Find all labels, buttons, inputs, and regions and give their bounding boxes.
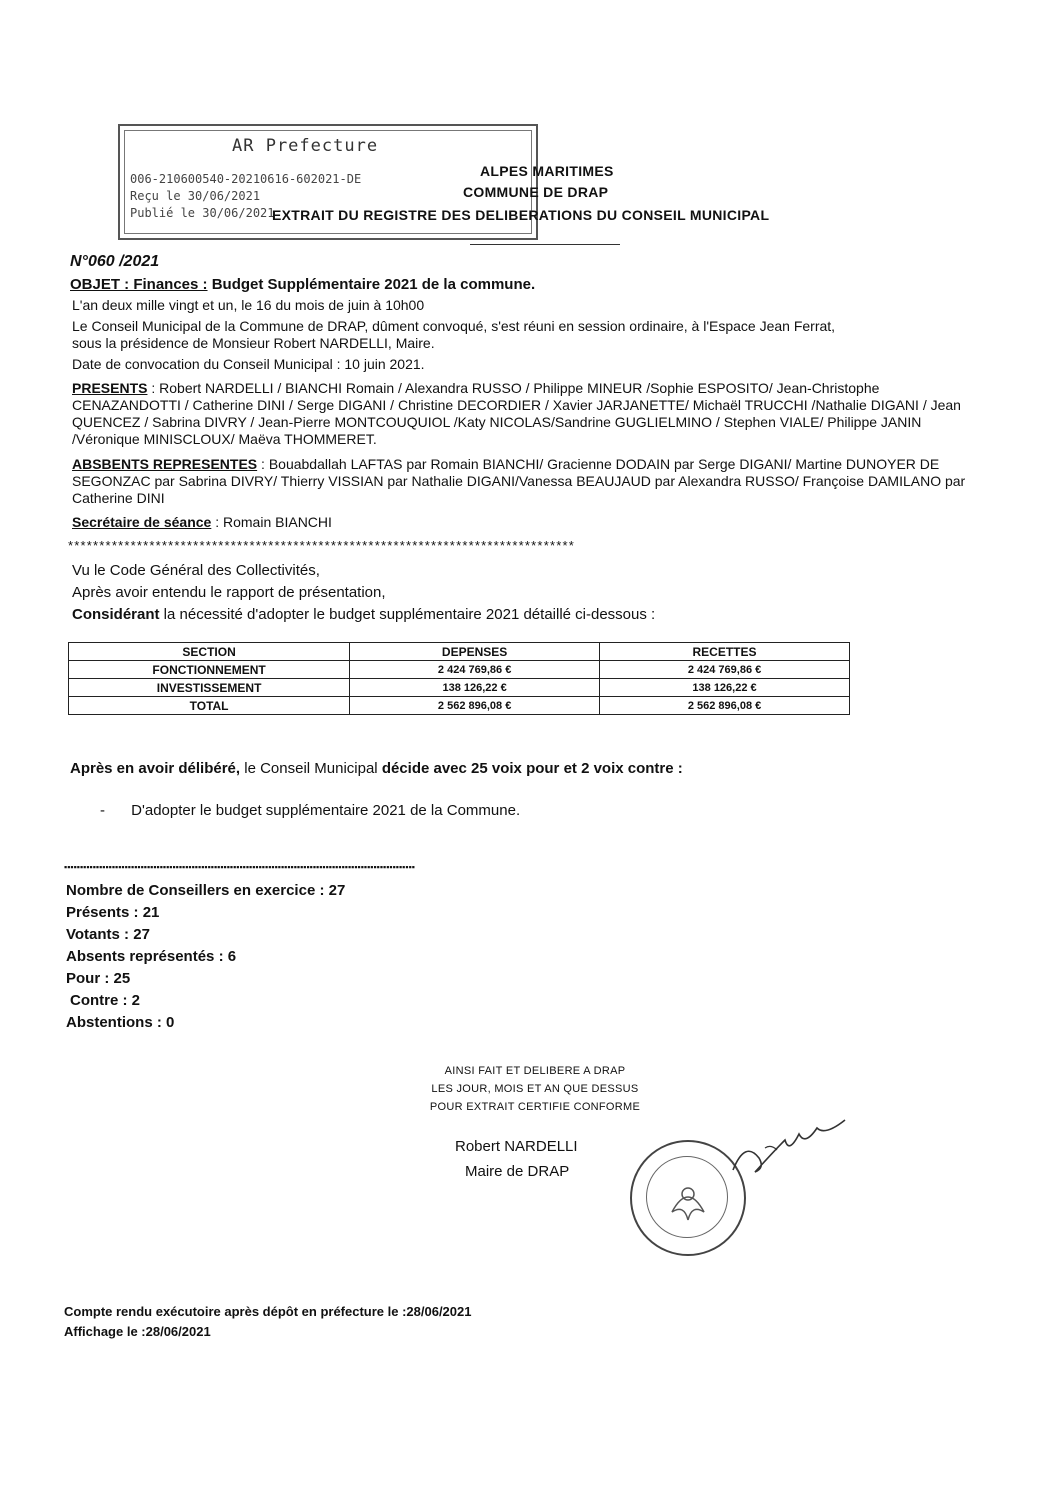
posting-date-line: Affichage le :28/06/2021	[64, 1324, 211, 1339]
budget-table	[68, 642, 850, 715]
recettes-cell: 2 424 769,86 €	[600, 661, 850, 679]
report-line: Après avoir entendu le rapport de présentation,	[72, 584, 386, 601]
table-row	[69, 679, 850, 697]
mayor-title: Maire de DRAP	[465, 1163, 570, 1180]
certification-line-3: POUR EXTRAIT CERTIFIE CONFORME	[429, 1101, 641, 1113]
legal-basis-line: Vu le Code Général des Collectivités,	[72, 562, 320, 579]
secretary-name: : Romain BIANCHI	[211, 514, 332, 530]
commune-heading: COMMUNE DE DRAP	[463, 184, 609, 200]
represented-absents-count: Absents représentés : 6	[66, 948, 237, 965]
section-cell: FONCTIONNEMENT	[69, 661, 350, 679]
considering-label: Considérant	[72, 606, 160, 623]
presents-paragraph	[72, 380, 982, 448]
presents-label: PRESENTS	[72, 380, 148, 396]
table-row	[69, 697, 850, 715]
presents-list: : Robert NARDELLI / BIANCHI Romain / Alexandra RUSSO / Philippe MINEUR /Sophie ESPOSITO/ Jean-Christophe CENAZANDOTTI / Catherine DINI / Serge DIGANI / Christine DECORDIER / Xavier JARJANETTE/ Michaël TRUCCHI /Nathalie DIGANI / Jean QUENCEZ / Sabrina DIVRY / Jean-Pierre MONTCOUQUIOL /Katy NICOLAS/Sandrine GUGLIELMINO / Stephen VIALE/ Philippe JANIN /Véronique MINISCLOUX/ Maëva THOMMERET.	[72, 380, 961, 447]
abstentions-count: Abstentions : 0	[66, 1014, 175, 1031]
dotted-separator: ▪▪▪▪▪▪▪▪▪▪▪▪▪▪▪▪▪▪▪▪▪▪▪▪▪▪▪▪▪▪▪▪▪▪▪▪▪▪▪▪▪▪▪▪▪▪▪▪▪▪▪▪▪▪▪▪▪▪▪▪▪▪▪▪▪▪▪▪▪▪▪▪▪▪▪▪▪▪▪▪▪▪▪▪▪▪▪▪▪▪▪▪▪▪▪▪▪▪▪▪▪▪▪▪▪▪▪▪▪▪	[64, 862, 415, 872]
decision-council: le Conseil Municipal	[240, 760, 382, 777]
stamp-received: Reçu le 30/06/2021	[130, 189, 261, 203]
table-header-row	[69, 643, 850, 661]
decision-deliberated: Après en avoir délibéré,	[70, 760, 241, 777]
present-count: Présents : 21	[66, 904, 160, 921]
section-cell: TOTAL	[69, 697, 350, 715]
absents-paragraph	[72, 456, 982, 507]
secretary-label: Secrétaire de séance	[72, 514, 212, 530]
considering-text: la nécessité d'adopter le budget supplémentaire 2021 détaillé ci-dessous :	[159, 606, 656, 623]
decision-vote: décide avec 25 voix pour et 2 voix contre :	[381, 760, 683, 777]
deliberation-number: N°060 /2021	[70, 253, 160, 270]
depenses-cell: 138 126,22 €	[350, 679, 600, 697]
meeting-president-line: sous la présidence de Monsieur Robert NARDELLI, Maire.	[72, 335, 435, 351]
stamp-reference: 006-210600540-20210616-602021-DE	[130, 172, 362, 186]
recettes-cell: 138 126,22 €	[600, 679, 850, 697]
certification-line-1: AINSI FAIT ET DELIBERE A DRAP	[444, 1065, 626, 1077]
table-row	[69, 661, 850, 679]
register-heading: EXTRAIT DU REGISTRE DES DELIBERATIONS DU CONSEIL MUNICIPAL	[272, 207, 770, 223]
absents-label: ABSBENTS REPRESENTES	[72, 456, 258, 472]
section-cell: INVESTISSEMENT	[69, 679, 350, 697]
secretary-line	[72, 514, 332, 531]
depenses-cell: 2 562 896,08 €	[350, 697, 600, 715]
column-header-depenses: DEPENSES	[350, 643, 600, 661]
voters-count: Votants : 27	[66, 926, 150, 943]
considerations-block	[72, 560, 655, 626]
mayor-name: Robert NARDELLI	[455, 1138, 578, 1155]
meeting-location-line: Le Conseil Municipal de la Commune de DRAP, dûment convoqué, s'est réuni en session ordinaire, à l'Espace Jean Ferrat,	[72, 318, 836, 334]
column-header-section: SECTION	[69, 643, 350, 661]
object-label: OBJET : Finances :	[70, 276, 208, 293]
councillors-in-office: Nombre de Conseillers en exercice : 27	[66, 882, 346, 899]
header-underline	[470, 244, 620, 245]
resolution-item	[100, 802, 520, 819]
votes-against: Contre : 2	[70, 992, 141, 1009]
certification-line-2: LES JOUR, MOIS ET AN QUE DESSUS	[431, 1083, 639, 1095]
object-text: Budget Supplémentaire 2021 de la commune.	[207, 276, 536, 293]
column-header-recettes: RECETTES	[600, 643, 850, 661]
meeting-details	[72, 297, 1022, 373]
department-heading: ALPES MARITIMES	[480, 163, 614, 179]
decision-line	[70, 760, 683, 777]
resolution-bullet: -	[100, 802, 105, 819]
recettes-cell: 2 562 896,08 €	[600, 697, 850, 715]
stamp-title: AR Prefecture	[232, 136, 379, 156]
certification-block	[405, 1062, 665, 1116]
footer-block	[64, 1302, 471, 1342]
convocation-date-line: Date de convocation du Conseil Municipal : 10 juin 2021.	[72, 356, 425, 372]
object-line	[70, 276, 535, 293]
resolution-text: D'adopter le budget supplémentaire 2021 de la Commune.	[131, 802, 521, 819]
depenses-cell: 2 424 769,86 €	[350, 661, 600, 679]
votes-for: Pour : 25	[66, 970, 131, 987]
vote-summary	[66, 880, 345, 1034]
meeting-date-line: L'an deux mille vingt et un, le 16 du mois de juin à 10h00	[72, 297, 425, 313]
handwritten-signature	[725, 1110, 855, 1190]
enforceability-line: Compte rendu exécutoire après dépôt en préfecture le :28/06/2021	[64, 1304, 472, 1319]
stamp-published: Publié le 30/06/2021	[130, 206, 275, 220]
absents-list: : Bouabdallah LAFTAS par Romain BIANCHI/ Gracienne DODAIN par Serge DIGANI/ Martine DUNOYER DE SEGONZAC par Sabrina DIVRY/ Thierry VISSIAN par Nathalie DIGANI/Vanessa BEAUJAUD par Alexandra RUSSO/ Françoise DAMILANO par Catherine DINI	[72, 456, 966, 506]
star-separator: *********************************************************************************	[68, 538, 575, 553]
